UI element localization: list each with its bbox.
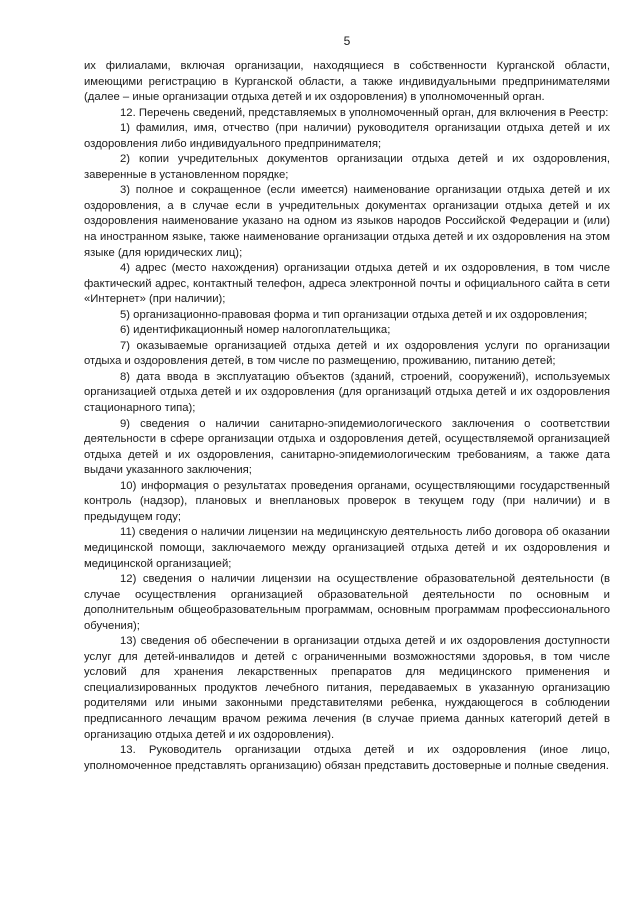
list-item-8: 8) дата ввода в эксплуатацию объектов (зданий, строений, сооружений), используемых организацией отдыха детей и их оздоровления (для организаций отдыха детей и их оздоровления стационарного типа); [84,370,610,415]
list-item-1: 1) фамилия, имя, отчество (при наличии) руководителя организации отдыха детей и их оздоровления либо индивидуального предпринимателя; [84,122,610,150]
list-item-5: 5) организационно-правовая форма и тип организации отдыха детей и их оздоровления; [120,308,588,321]
paragraph-item-12-heading: 12. Перечень сведений, представляемых в уполномоченный орган, для включения в Реестр: [120,106,609,119]
list-item-6: 6) идентификационный номер налогоплательщика; [120,324,391,337]
list-item-12: 12) сведения о наличии лицензии на осуществление образовательной деятельности (в случае осуществления организацией образовательной деятельности по основным и дополнительным общеобразовательным программам, основным программам профессионального обучения); [84,573,610,632]
list-item-9: 9) сведения о наличии санитарно-эпидемиологического заключения о соответствии деятельности в сфере организации отдыха и оздоровления детей, осуществляемой организацией отдыха детей и их оздоровления, санитарно-эпидемиологическим требованиям, а также дата выдачи указанного заключения; [84,417,610,477]
document-body [84,59,610,774]
page-number: 5 [343,34,351,48]
list-item-4: 4) адрес (место нахождения) организации отдыха детей и их оздоровления, в том числе фактический адрес, контактный телефон, адреса электронной почты и официального сайта в сети «Интернет» (при наличии); [84,262,610,306]
list-item-13: 13) сведения об обеспечении в организации отдыха детей и их оздоровления доступности услуг для детей-инвалидов и детей с ограниченными возможностями здоровья, в том числе условий для хранения лекарственных препаратов для медицинского применения и специализированных продуктов лечебного питания, передаваемых в указанную организацию родителями или иными законными представителями ребенка, нуждающегося в соблюдении предписанного лечащим врачом режима лечения (в случае приема данных категорий детей в организацию отдыха детей и их оздоровления). [84,635,610,741]
list-item-11: 11) сведения о наличии лицензии на медицинскую деятельность либо договора об оказании медицинской помощи, заключаемого между организацией отдыха детей и их оздоровления и медицинской организацией; [84,526,610,570]
list-item-2: 2) копии учредительных документов организации отдыха детей и их оздоровления, заверенные в установленном порядке; [84,153,610,181]
list-item-7: 7) оказываемые организацией отдыха детей и их оздоровления услуги по организации отдыха и оздоровления детей, в том числе по размещению, проживанию, питанию детей; [84,339,610,368]
paragraph-continuation: их филиалами, включая организации, находящиеся в собственности Курганской области, имеющими регистрацию в Курганской области, а также индивидуальными предпринимателями (далее – иные организации отдыха детей и их оздоровления) в уполномоченный орган. [84,60,610,104]
paragraph-item-13: 13. Руководитель организации отдыха детей и их оздоровления (иное лицо, уполномоченное представлять организацию) обязан представить достоверные и полные сведения. [84,744,610,772]
list-item-10: 10) информация о результатах проведения органами, осуществляющими государственный контроль (надзор), плановых и внеплановых проверок в текущем году (при наличии) и в предыдущем году; [84,479,610,523]
list-item-3: 3) полное и сокращенное (если имеется) наименование организации отдыха детей и их оздоровления, а в случае если в учредительных документах организации отдыха детей и их оздоровления наименование указано на одном из языков народов Российской Федерации и (или) на иностранном языке, также наименование организации отдыха детей и их оздоровления на этом языке (для юридических лиц); [84,184,610,259]
